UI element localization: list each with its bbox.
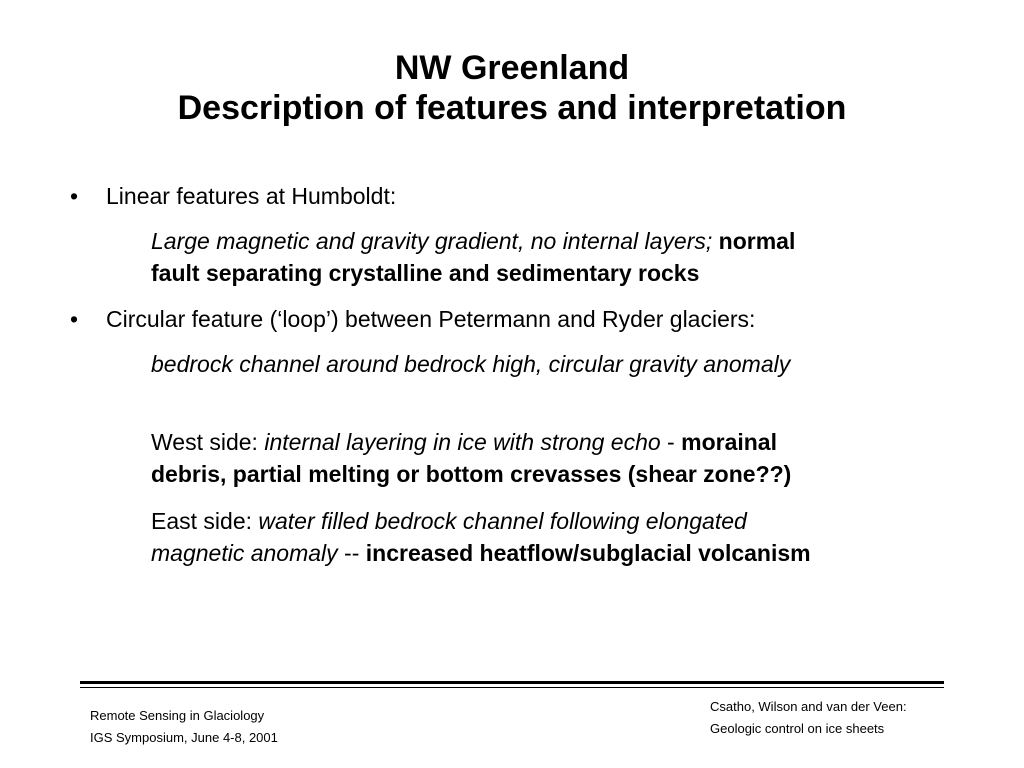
detail-separator: - xyxy=(660,429,682,455)
detail-separator: -- xyxy=(337,540,366,566)
footer-conference: Remote Sensing in Glaciology xyxy=(90,708,265,723)
detail-italic: internal layering in ice with strong echo xyxy=(264,429,661,455)
footer-right xyxy=(710,696,907,740)
detail-west-side xyxy=(151,426,941,490)
detail-humboldt xyxy=(151,225,941,289)
detail-label: West side: xyxy=(151,429,265,455)
bullet-item-loop xyxy=(70,304,755,334)
bullet-heading: Linear features at Humboldt: xyxy=(106,183,397,209)
detail-loop xyxy=(151,348,941,380)
footer-rule-thin xyxy=(80,687,944,688)
footer-subtitle: Geologic control on ice sheets xyxy=(710,721,885,736)
detail-italic: water filled bedrock channel following elongated xyxy=(258,508,747,534)
detail-bold: increased heatflow/subglacial volcanism xyxy=(365,540,811,566)
bullet-marker: • xyxy=(70,183,79,209)
detail-italic: magnetic anomaly xyxy=(151,540,338,566)
title-line-2: Description of features and interpretation xyxy=(177,89,847,127)
detail-italic: bedrock channel around bedrock high, circular gravity anomaly xyxy=(151,351,791,377)
footer-left xyxy=(90,705,278,749)
title-line-1: NW Greenland xyxy=(394,49,630,87)
footer-authors: Csatho, Wilson and van der Veen: xyxy=(710,699,907,714)
detail-label: East side: xyxy=(151,508,259,534)
bullet-marker: • xyxy=(70,306,79,332)
bullet-heading: Circular feature (‘loop’) between Petermann and Ryder glaciers: xyxy=(106,306,756,332)
detail-bold: normal xyxy=(712,228,796,254)
detail-bold: fault separating crystalline and sedimentary rocks xyxy=(151,260,700,286)
detail-bold: morainal xyxy=(681,429,777,455)
footer-rule-thick xyxy=(80,681,944,684)
detail-east-side xyxy=(151,505,941,569)
detail-italic: Large magnetic and gravity gradient, no internal layers; xyxy=(151,228,713,254)
detail-bold: debris, partial melting or bottom crevasses (shear zone??) xyxy=(151,461,792,487)
slide-title xyxy=(0,48,1024,128)
footer-symposium: IGS Symposium, June 4-8, 2001 xyxy=(90,730,278,745)
bullet-item-humboldt xyxy=(70,181,396,211)
